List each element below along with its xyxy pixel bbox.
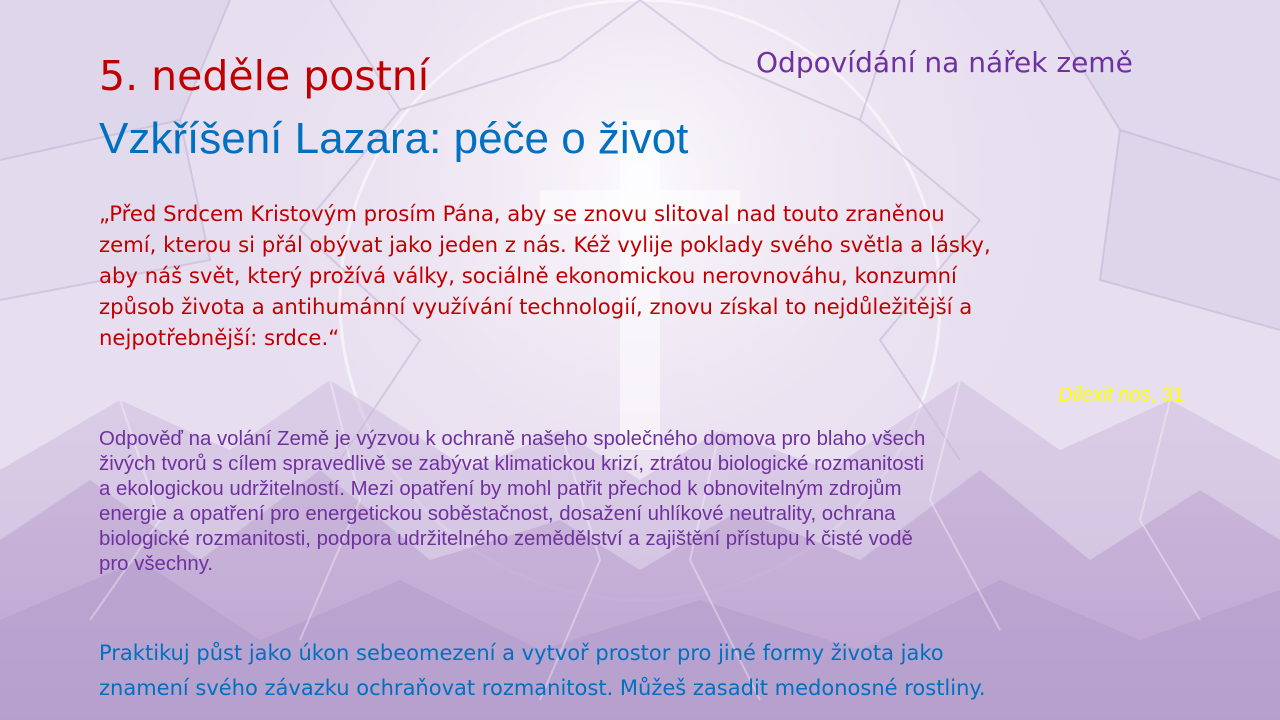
- slide-title-week: 5. neděle postní: [99, 52, 430, 100]
- slide-subtitle: Odpovídání na nářek země: [756, 46, 1133, 79]
- slide-title-theme: Vzkříšení Lazara: péče o život: [99, 114, 689, 163]
- quote-line: „Před Srdcem Kristovým prosím Pána, aby se znovu slitoval nad touto zraněnou: [99, 201, 945, 226]
- quote-line: nejpotřebnější: srdce.“: [99, 325, 340, 350]
- body-paragraph: [99, 427, 1184, 577]
- call-line: znamení svého závazku ochraňovat rozmanitost. Můžeš zasadit medonosné rostliny.: [99, 676, 986, 700]
- body-line: energie a opatření pro energetickou soběstačnost, dosažení uhlíkové neutrality, ochrana: [99, 503, 896, 525]
- quote-line: aby náš svět, který prožívá války, sociálně ekonomickou nerovnováhu, konzumní: [99, 263, 957, 288]
- citation-title: Dilexit nos: [1058, 384, 1151, 406]
- body-line: Odpověď na volání Země je výzvou k ochraně našeho společného domova pro blaho všech: [99, 428, 926, 450]
- body-line: biologické rozmanitosti, podpora udržitelného zemědělství a zajištění přístupu k čisté vodě: [99, 528, 913, 550]
- citation-number: , 31: [1150, 384, 1184, 406]
- call-line: Praktikuj půst jako úkon sebeomezení a vytvoř prostor pro jiné formy života jako: [99, 641, 944, 665]
- body-line: živých tvorů s cílem spravedlivě se zabývat klimatickou krizí, ztrátou biologické rozmanitosti: [99, 453, 924, 475]
- quote-block: [99, 198, 1184, 353]
- quote-line: způsob života a antihumánní využívání technologií, znovu získal to nejdůležitější a: [99, 294, 973, 319]
- body-line: a ekologickou udržitelností. Mezi opatření by mohl patřit přechod k obnovitelným zdrojům: [99, 478, 902, 500]
- body-line: pro všechny.: [99, 553, 214, 575]
- quote-citation: [1058, 384, 1184, 407]
- call-to-action: [99, 636, 1199, 706]
- quote-line: zemí, kterou si přál obývat jako jeden z nás. Kéž vylije poklady svého světla a lásky,: [99, 232, 991, 257]
